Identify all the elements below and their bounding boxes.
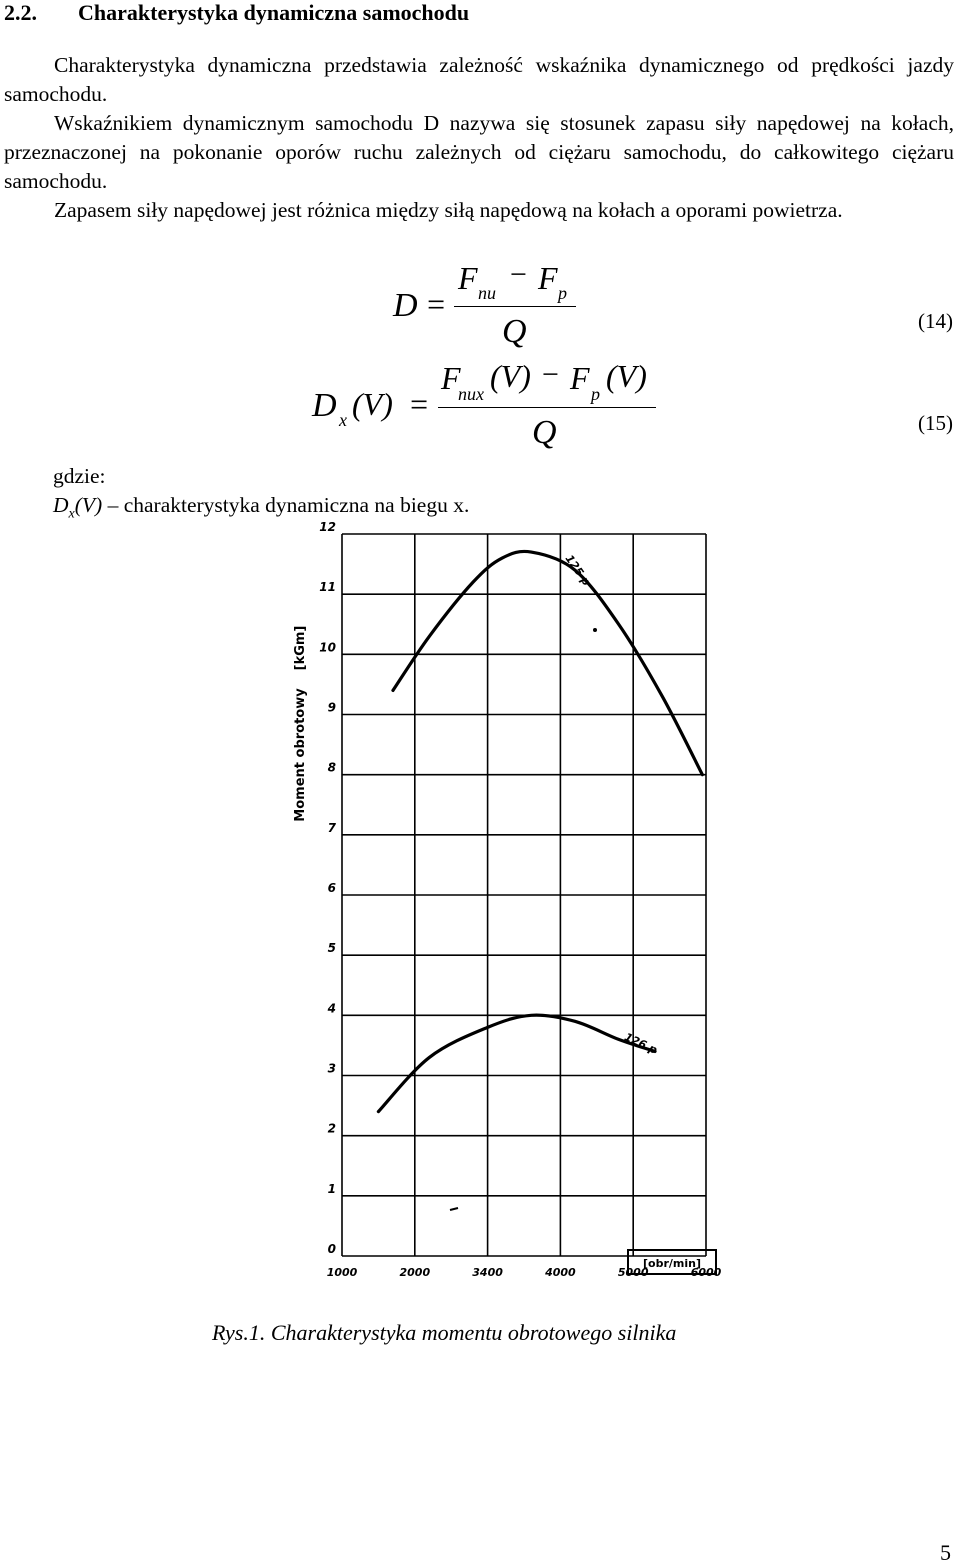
y-tick-label: 1 — [327, 1181, 336, 1196]
scan-mark — [450, 1208, 458, 1210]
section-heading — [4, 0, 469, 26]
chart-series-labels — [563, 552, 660, 1056]
y-tick-label: 3 — [327, 1061, 336, 1076]
y-tick-label: 4 — [327, 1001, 336, 1016]
eq14-fraction-bar — [454, 306, 576, 307]
where-symbol: D — [53, 493, 69, 517]
y-tick-label: 2 — [327, 1121, 336, 1136]
paragraph-1: Charakterystyka dynamiczna przedstawia zależność wskaźnika dynamicznego od prędkości jazdy samochodu. — [4, 53, 954, 106]
x-tick-label: 1000 — [326, 1266, 358, 1279]
chart-y-ticks — [319, 520, 336, 1256]
eq14-num-b-sub: p — [558, 283, 567, 303]
y-tick-label: 5 — [327, 941, 336, 956]
chart-series — [378, 551, 702, 1111]
series-line — [393, 551, 702, 774]
y-tick-label: 8 — [327, 760, 336, 775]
chart-y-unit: [kGm] — [293, 625, 308, 671]
series-label: 125 p — [562, 552, 594, 589]
eq14-minus: − — [508, 258, 529, 291]
series-label: 126 p — [622, 1030, 660, 1057]
eq14-den: Q — [502, 313, 527, 350]
eq15-num-a: F — [441, 360, 461, 396]
where-symbol-arg: (V) — [74, 493, 103, 517]
y-tick-label: 7 — [327, 820, 336, 835]
where-description: charakterystyka dynamiczna na biegu x. — [123, 493, 470, 517]
eq15-num-b-sub: p — [591, 384, 600, 404]
y-tick-label: 9 — [327, 700, 336, 715]
eq15-fraction-bar — [438, 407, 656, 408]
eq14-num-a-sub: nu — [478, 283, 496, 303]
x-tick-label: 6000 — [690, 1266, 722, 1279]
figure-caption: Rys.1. Charakterystyka momentu obrotowego silnika — [212, 1320, 677, 1345]
eq15-num-b: F — [570, 360, 590, 396]
x-tick-label: 4000 — [545, 1266, 576, 1279]
torque-chart — [270, 520, 730, 1310]
eq14-equals: = — [425, 286, 447, 322]
section-number: 2.2. — [4, 0, 37, 25]
eq14-num-a: F — [458, 260, 478, 296]
paragraph-3: Zapasem siły napędowej jest różnica między siłą napędową na kołach a oporami powietrza. — [54, 198, 843, 222]
y-tick-label: 6 — [327, 881, 336, 895]
eq14-num-b: F — [538, 260, 558, 296]
chart-y-label: Moment obrotowy — [293, 688, 308, 822]
paragraph-2: Wskaźnikiem dynamicznym samochodu D nazywa się stosunek zapasu siły napędowej na kołach, przeznaczonej na pokonanie oporów ruchu zależnych od ciężaru samochodu, do całkowitego ciężaru samochodu. — [4, 111, 954, 193]
eq15-label: (15) — [918, 411, 953, 435]
where-dash: – — [107, 493, 119, 517]
section-title: Charakterystyka dynamiczna samochodu — [78, 0, 470, 25]
y-tick-label: 12 — [319, 520, 336, 534]
x-tick-label: 5000 — [617, 1266, 649, 1279]
y-tick-label: 0 — [327, 1242, 336, 1256]
where-label: gdzie: — [53, 464, 106, 488]
y-tick-label: 11 — [319, 580, 336, 595]
eq14-label: (14) — [918, 309, 953, 333]
page-number: 5 — [940, 1540, 951, 1565]
series-line — [378, 1015, 655, 1111]
eq15-den: Q — [532, 414, 557, 451]
x-tick-label: 2000 — [399, 1266, 431, 1279]
chart-grid — [342, 534, 706, 1256]
where-symbol-sub: x — [68, 506, 75, 522]
eq15-equals: = — [408, 386, 430, 422]
eq15-lhs: D — [312, 387, 337, 424]
eq15-minus: − — [540, 358, 561, 391]
eq15-num-b-arg: (V) — [606, 358, 647, 394]
scan-dot — [593, 628, 597, 632]
y-tick-label: 10 — [319, 640, 336, 655]
eq14-lhs: D — [393, 287, 418, 324]
chart-x-unit: [obr/min] — [643, 1257, 701, 1270]
eq15-lhs-arg: (V) — [352, 386, 393, 422]
eq15-num-a-arg: (V) — [490, 358, 531, 394]
eq15-num-a-sub: nux — [458, 384, 484, 404]
eq15-lhs-sub: x — [339, 410, 347, 430]
x-tick-label: 3400 — [472, 1266, 503, 1279]
